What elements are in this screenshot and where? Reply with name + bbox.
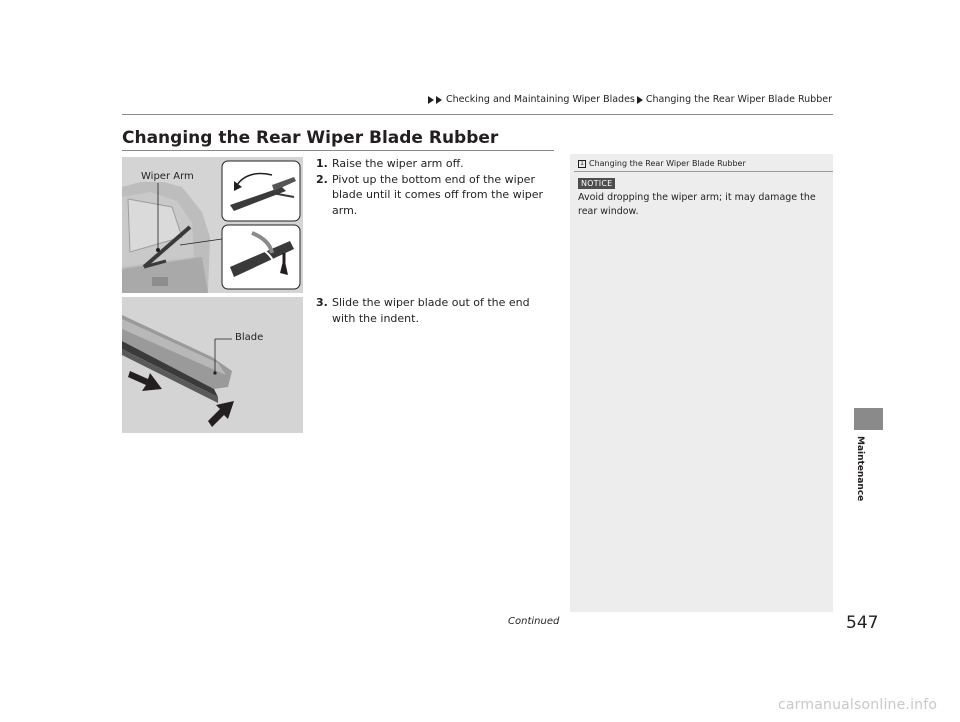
note-reference-icon: 1 <box>578 160 586 168</box>
step-text: Slide the wiper blade out of the end with the indent. <box>332 296 530 325</box>
title-divider <box>122 150 554 151</box>
section-tab-marker <box>854 408 883 430</box>
section-tab-text: Maintenance <box>855 436 865 502</box>
step-item <box>316 172 556 219</box>
blade-label: Blade <box>235 332 264 343</box>
step-item <box>316 156 556 172</box>
page-number: 547 <box>846 613 879 633</box>
sidenote-divider <box>574 171 833 172</box>
steps-3 <box>316 295 556 326</box>
breadcrumb-arrow-icon <box>637 96 643 104</box>
sidenote-heading <box>578 159 746 168</box>
continued-label: Continued <box>508 616 560 627</box>
section-tab-label[interactable] <box>853 436 867 506</box>
breadcrumb-item[interactable]: Changing the Rear Wiper Blade Rubber <box>645 94 832 105</box>
step-text: Raise the wiper arm off. <box>332 157 464 170</box>
wiper-arm-label: Wiper Arm <box>141 171 194 182</box>
breadcrumb <box>428 94 832 105</box>
breadcrumb-arrow-icon <box>428 96 434 104</box>
step-number: 3. <box>316 296 328 309</box>
wiper-arm-illustration <box>122 157 303 293</box>
step-text: Pivot up the bottom end of the wiper blade until it comes off from the wiper arm. <box>332 172 544 217</box>
blade-illustration <box>122 297 303 433</box>
steps-1-2 <box>316 156 556 218</box>
step-number: 1. <box>316 157 328 170</box>
notice-badge: NOTICE <box>578 178 615 189</box>
blade-drawing <box>122 297 303 433</box>
sidenote-text: Avoid dropping the wiper arm; it may damage the rear window. <box>578 192 816 217</box>
watermark: carmanualsonline.info <box>778 697 938 713</box>
page-title: Changing the Rear Wiper Blade Rubber <box>122 128 499 148</box>
step-number: 2. <box>316 172 328 186</box>
step-item <box>316 295 556 326</box>
sidenote-heading-text: Changing the Rear Wiper Blade Rubber <box>589 159 746 168</box>
breadcrumb-item[interactable]: Checking and Maintaining Wiper Blades <box>446 94 635 105</box>
header-divider <box>122 114 833 115</box>
breadcrumb-arrow-icon <box>436 96 442 104</box>
sidenote-panel <box>570 154 833 612</box>
